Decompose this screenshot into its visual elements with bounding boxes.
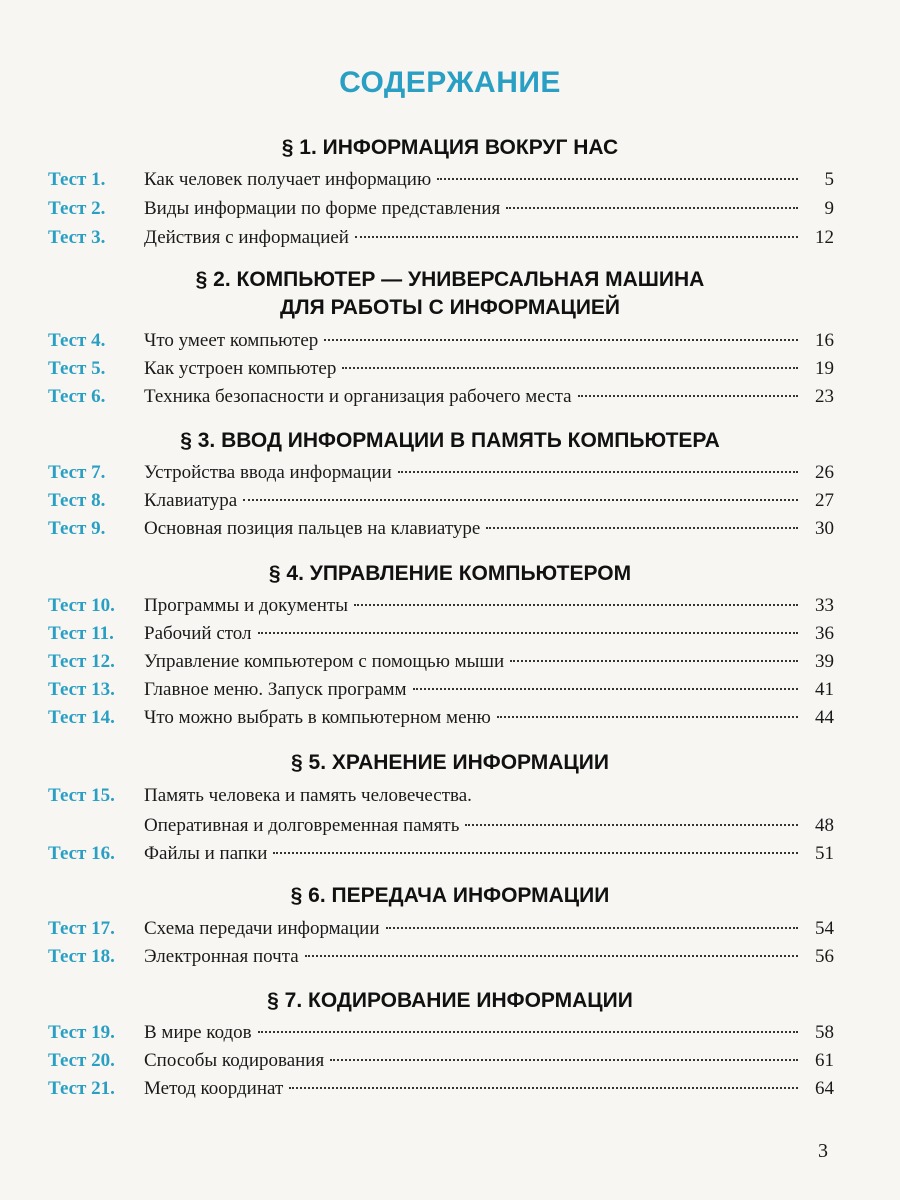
entry-title: Программы и документы: [144, 595, 348, 616]
toc-entry[interactable]: [48, 592, 834, 620]
dot-leader: [386, 927, 799, 929]
section-heading-7: § 7. КОДИРОВАНИЕ ИНФОРМАЦИИ: [267, 989, 633, 1012]
dot-leader: [258, 632, 798, 634]
entry-page-number: 64: [815, 1078, 834, 1099]
dot-leader: [342, 367, 798, 369]
entry-title-continuation: Оперативная и долговременная память: [144, 815, 460, 836]
toc-entry[interactable]: [48, 943, 834, 971]
entry-page-number: 27: [815, 490, 834, 511]
dot-leader: [506, 207, 798, 209]
entry-title: Основная позиция пальцев на клавиатуре: [144, 518, 481, 539]
entry-title: Память человека и память человечества.: [144, 785, 472, 806]
entry-title: Виды информации по форме представления: [144, 198, 501, 219]
entry-page-number: 30: [815, 518, 834, 539]
dot-leader: [497, 716, 798, 718]
entry-title: Что умеет компьютер: [144, 330, 319, 351]
entry-page-number: 54: [815, 918, 834, 939]
test-label: Тест 20.: [48, 1050, 115, 1071]
test-label: Тест 2.: [48, 198, 106, 219]
test-label: Тест 15.: [48, 785, 115, 806]
section-heading-3: § 3. ВВОД ИНФОРМАЦИИ В ПАМЯТЬ КОМПЬЮТЕРА: [180, 429, 720, 452]
section-heading-2-line-2: ДЛЯ РАБОТЫ С ИНФОРМАЦИЕЙ: [279, 296, 621, 319]
dot-leader: [465, 824, 798, 826]
toc-entry[interactable]: [48, 915, 834, 943]
entry-title: Как устроен компьютер: [144, 358, 337, 379]
dot-leader: [510, 660, 798, 662]
test-label: Тест 8.: [48, 490, 106, 511]
page-title: СОДЕРЖАНИЕ: [339, 66, 561, 99]
entry-page-number: 51: [815, 843, 834, 864]
entry-title: Устройства ввода информации: [144, 462, 392, 483]
test-label: Тест 10.: [48, 595, 115, 616]
dot-leader: [243, 499, 798, 501]
entry-title: Управление компьютером с помощью мыши: [144, 651, 505, 672]
section-heading-4: § 4. УПРАВЛЕНИЕ КОМПЬЮТЕРОМ: [268, 562, 632, 585]
dot-leader: [354, 604, 798, 606]
entry-title: Электронная почта: [144, 946, 299, 967]
dot-leader: [578, 395, 798, 397]
entry-title: Рабочий стол: [144, 623, 252, 644]
test-label: Тест 21.: [48, 1078, 115, 1099]
dot-leader: [258, 1031, 798, 1033]
entry-title: Что можно выбрать в компьютерном меню: [144, 707, 491, 728]
dot-leader: [437, 178, 798, 180]
entry-page-number: 26: [815, 462, 834, 483]
entry-page-number: 23: [815, 386, 834, 407]
entry-title: Метод координат: [144, 1078, 284, 1099]
entry-page-number: 16: [815, 330, 834, 351]
section-heading-6: § 6. ПЕРЕДАЧА ИНФОРМАЦИИ: [290, 884, 610, 907]
dot-leader: [324, 339, 798, 341]
entry-page-number: 41: [815, 679, 834, 700]
entry-title: Техника безопасности и организация рабочего места: [144, 386, 572, 407]
entry-page-number: 12: [815, 227, 834, 248]
toc-entry[interactable]: [48, 327, 834, 355]
entry-page-number: 58: [815, 1022, 834, 1043]
test-label: Тест 6.: [48, 386, 106, 407]
entry-page-number: 5: [824, 169, 834, 190]
entry-title: В мире кодов: [144, 1022, 252, 1043]
section-heading-5: § 5. ХРАНЕНИЕ ИНФОРМАЦИИ: [291, 751, 609, 774]
toc-entry[interactable]: [48, 676, 834, 704]
entry-title: Главное меню. Запуск программ: [144, 679, 407, 700]
page-number: 3: [818, 1140, 828, 1162]
test-label: Тест 18.: [48, 946, 115, 967]
dot-leader: [486, 527, 798, 529]
test-label: Тест 12.: [48, 651, 115, 672]
toc-entry[interactable]: [48, 704, 834, 732]
entry-page-number: 9: [824, 198, 834, 219]
entry-page-number: 39: [815, 651, 834, 672]
toc-entry[interactable]: [48, 782, 834, 810]
test-label: Тест 3.: [48, 227, 106, 248]
entry-title: Как человек получает информацию: [144, 169, 432, 190]
toc-entry[interactable]: [48, 355, 834, 383]
toc-entry[interactable]: [48, 224, 834, 252]
toc-entry-continuation[interactable]: [144, 812, 834, 840]
test-label: Тест 7.: [48, 462, 106, 483]
toc-entry[interactable]: [48, 1075, 834, 1103]
toc-entry[interactable]: [48, 166, 834, 194]
toc-entry[interactable]: [48, 195, 834, 223]
toc-entry[interactable]: [48, 487, 834, 515]
section-heading-1: § 1. ИНФОРМАЦИЯ ВОКРУГ НАС: [281, 136, 619, 159]
dot-leader: [398, 471, 798, 473]
dot-leader: [330, 1059, 798, 1061]
dot-leader: [273, 852, 798, 854]
entry-page-number: 33: [815, 595, 834, 616]
toc-entry[interactable]: [48, 620, 834, 648]
entry-title: Схема передачи информации: [144, 918, 380, 939]
test-label: Тест 17.: [48, 918, 115, 939]
entry-title: Файлы и папки: [144, 843, 268, 864]
toc-entry[interactable]: [48, 648, 834, 676]
test-label: Тест 9.: [48, 518, 106, 539]
toc-entry[interactable]: [48, 459, 834, 487]
entry-title: Способы кодирования: [144, 1050, 325, 1071]
test-label: Тест 4.: [48, 330, 106, 351]
test-label: Тест 16.: [48, 843, 115, 864]
test-label: Тест 14.: [48, 707, 115, 728]
dot-leader: [289, 1087, 798, 1089]
toc-entry[interactable]: [48, 1019, 834, 1047]
dot-leader: [413, 688, 798, 690]
test-label: Тест 1.: [48, 169, 106, 190]
entry-page-number: 19: [815, 358, 834, 379]
entry-page-number: 61: [815, 1050, 834, 1071]
test-label: Тест 11.: [48, 623, 114, 644]
test-label: Тест 5.: [48, 358, 106, 379]
entry-page-number: 48: [815, 815, 834, 836]
test-label: Тест 13.: [48, 679, 115, 700]
dot-leader: [355, 236, 798, 238]
entry-page-number: 44: [815, 707, 834, 728]
entry-title: Действия с информацией: [144, 227, 349, 248]
entry-page-number: 56: [815, 946, 834, 967]
toc-entry[interactable]: [48, 840, 834, 868]
entry-page-number: 36: [815, 623, 834, 644]
toc-entry[interactable]: [48, 515, 834, 543]
toc-entry[interactable]: [48, 1047, 834, 1075]
dot-leader: [305, 955, 798, 957]
test-label: Тест 19.: [48, 1022, 115, 1043]
toc-entry[interactable]: [48, 383, 834, 411]
section-heading-2-line-1: § 2. КОМПЬЮТЕР — УНИВЕРСАЛЬНАЯ МАШИНА: [195, 268, 705, 291]
entry-title: Клавиатура: [144, 490, 238, 511]
